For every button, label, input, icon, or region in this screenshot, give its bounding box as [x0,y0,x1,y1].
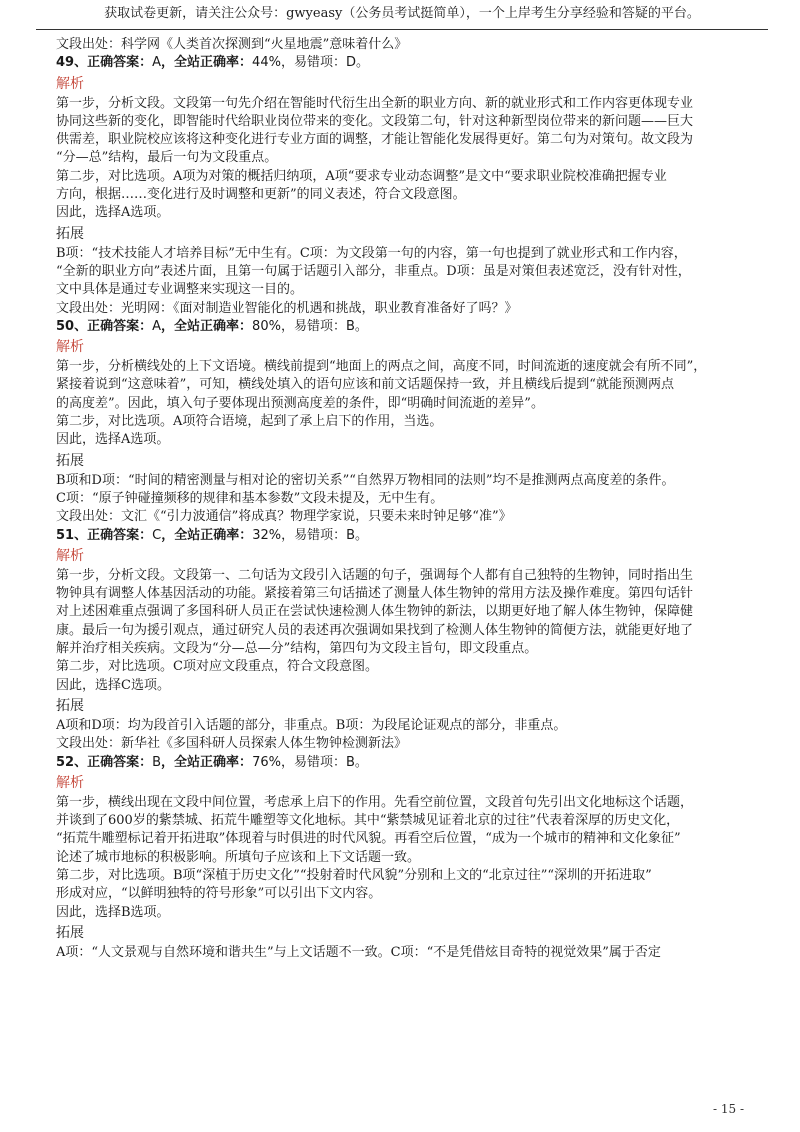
rate-label: 全站正确率： [174,318,253,334]
paragraph-line: C项：“原子钟碰撞频移的规律和基本参数”文段未提及，无中生有。 [56,490,444,506]
paragraph-line: 紧接着说到“这意味着”，可知，横线处填入的语句应该和前文话题保持一致，并且横线后提到“就能预测两点 [56,377,674,393]
paragraph-line: A项和D项：均为段首引入话题的部分，非重点。B项：为段尾论证观点的部分，非重点。 [56,717,567,733]
paragraph-line: 康。最后一句为援引观点，通过研究人员的表述再次强调如果找到了检测人体生物钟的简便方法，就能更好地了 [56,622,694,638]
wrong-label: ，易错项： [280,754,346,770]
paragraph-line: 因此，选择A选项。 [56,432,170,448]
question-number: 51、 [56,527,88,543]
rate-label: 全站正确率： [174,55,253,71]
paragraph-line: 对上述困难重点强调了多国科研人员正在尝试快速检测人体生物钟的新法，以期更好地了解人体生物钟，保障健 [56,604,694,620]
wrong-value: D。 [345,55,369,71]
paragraph-line: B项和D项：“时间的精密测量与相对论的密切关系”“自然界万物相同的法则”均不是推测两点高度差的条件。 [56,472,675,488]
wrong-value: B。 [346,527,369,543]
paragraph-line: “全新的职业方向”表述片面，且第一句属于话题引入部分，非重点。D项：虽是对策但表述宽泛，没有针对性， [56,263,691,279]
paragraph-line: 解并治疗相关疾病。文段为“分—总—分”结构，第四句为文段主旨句，即文段重点。 [56,641,538,657]
paragraph-line: 文段出处：新华社《多国科研人员探索人体生物钟检测新法》 [56,736,408,752]
paragraph-line: 供需差，职业院校应该将这种变化进行专业方面的调整，才能让智能化发展得更好。第二句为对策句。故文段为 [56,132,694,148]
paragraph-line: 的高度差”。因此，填入句子要体现出预测高度差的条件，即“明确时间流逝的差异”。 [56,395,544,411]
rate-label: 全站正确率： [174,527,253,543]
paragraph-line: 因此，选择C选项。 [56,677,170,693]
wrong-label: ，易错项： [280,55,346,71]
answer-value: A [152,318,162,334]
answer-label: 正确答案： [87,754,153,770]
question-answer-line: 51、正确答案：C，全站正确率：32%，易错项：B。 [56,527,369,543]
document-body [56,36,756,962]
question-answer-line: 50、正确答案：A，全站正确率：80%，易错项：B。 [56,318,368,334]
question-answer-line: 52、正确答案：B，全站正确率：76%，易错项：B。 [56,754,368,770]
paragraph-line: 文中具体是通过专业调整来实现这一目的。 [56,282,304,298]
paragraph-line: 方向，根据……变化进行及时调整和更新”的同义表述，符合文段意图。 [56,187,466,203]
paragraph-line: 因此，选择A选项。 [56,205,170,221]
paragraph-line: 论述了城市地标的积极影响。所填句子应该和上下文话题一致。 [56,849,421,865]
paragraph-line: “分—总”结构，最后一句为文段重点。 [56,150,278,166]
answer-label: 正确答案： [87,55,153,71]
question-number: 49、 [56,55,88,71]
answer-value: A [152,55,162,71]
paragraph-line: A项：“人文景观与自然环境和谐共生”与上文话题不一致。C项：“不是凭借炫目奇特的视觉效果”属于否定 [56,944,661,960]
paragraph-line: 形成对应，“以鲜明独特的符号形象”可以引出下文内容。 [56,886,382,902]
rate-value: 32% [252,527,282,543]
paragraph-line: 第一步，分析文段。文段第一、二句话为文段引入话题的句子，强调每个人都有自己独特的生物钟，同时指出生 [56,567,694,583]
answer-label: 正确答案： [87,527,153,543]
extension-heading: 拓展 [56,924,84,941]
answer-value: C [152,527,162,543]
paragraph-line: 第二步，对比选项。A项符合语境，起到了承上启下的作用，当选。 [56,414,443,430]
answer-value: B [152,754,162,770]
paragraph-line: “拓荒牛雕塑标记着开拓进取”体现着与时俱进的时代风貌。再看空后位置，“成为一个城市的精神和文化象征” [56,831,681,847]
analysis-heading: 解析 [56,547,84,564]
rate-value: 44% [252,55,281,71]
wrong-value: B。 [345,318,368,334]
paragraph-line: 并谈到了600岁的紫禁城、拓荒牛雕塑等文化地标。其中“紫禁城见证着北京的过往”代表着深厚的历史文化， [56,813,680,829]
question-number: 50、 [56,318,88,334]
analysis-heading: 解析 [56,75,84,92]
rate-label: 全站正确率： [174,754,253,770]
paragraph-line: 第二步，对比选项。A项为对策的概括归纳项，A项“要求专业动态调整”是文中“要求职业院校准确把握专业 [56,168,667,184]
extension-heading: 拓展 [56,452,84,469]
analysis-heading: 解析 [56,339,84,356]
paragraph-line: 协同这些新的变化，即智能时代给职业岗位带来的变化。文段第二句，针对这种新型岗位带来的新问题——巨大 [56,113,694,129]
paragraph-line: 文段出处：光明网：《面对制造业智能化的机遇和挑战，职业教育准备好了吗？》 [56,300,518,316]
paragraph-line: 因此，选择B选项。 [56,904,170,920]
paragraph-line: 物钟具有调整人体基因活动的功能。紧接着第三句话描述了测量人体生物钟的常用方法及操作难度。第四句话针 [56,586,694,602]
wrong-value: B。 [345,754,368,770]
extension-heading: 拓展 [56,225,84,242]
rate-value: 76% [252,754,281,770]
paragraph-line: 第二步，对比选项。C项对应文段重点，符合文段意图。 [56,659,378,675]
question-answer-line: 49、正确答案：A，全站正确率：44%，易错项：D。 [56,55,369,71]
analysis-heading: 解析 [56,774,84,791]
paragraph-line: 第一步，横线出现在文段中间位置，考虑承上启下的作用。先看空前位置，文段首句先引出文化地标这个话题， [56,794,694,810]
paragraph-line: 第二步，对比选项。B项“深植于历史文化”“投射着时代风貌”分别和上文的“北京过往”“深圳的开拓进取” [56,867,652,883]
wrong-label: ，易错项： [281,527,347,543]
question-number: 52、 [56,754,88,770]
rate-value: 80% [252,318,281,334]
wrong-label: ，易错项： [280,318,346,334]
page-header: 获取试卷更新，请关注公众号：gwyeasy（公务员考试挺简单），一个上岸考生分享经验和答疑的平台。 [36,0,768,30]
page-number: - 15 - [712,1102,744,1116]
paragraph-line: 第一步，分析文段。文段第一句先介绍在智能时代衍生出全新的职业方向、新的就业形式和工作内容更体现专业 [56,95,694,111]
paragraph-line: 第一步，分析横线处的上下文语境。横线前提到“地面上的两点之间，高度不同，时间流逝的速度就会有所不同”， [56,359,707,375]
paragraph-line: B项：“技术技能人才培养目标”无中生有。C项：为文段第一句的内容，第一句也提到了就业形式和工作内容， [56,245,687,261]
paragraph-line: 文段出处：文汇《“引力波通信”将成真？物理学家说，只要未来时钟足够“准”》 [56,509,512,525]
answer-label: 正确答案： [87,318,153,334]
paragraph-line: 文段出处：科学网《人类首次探测到“火星地震”意味着什么》 [56,37,408,52]
extension-heading: 拓展 [56,697,84,714]
